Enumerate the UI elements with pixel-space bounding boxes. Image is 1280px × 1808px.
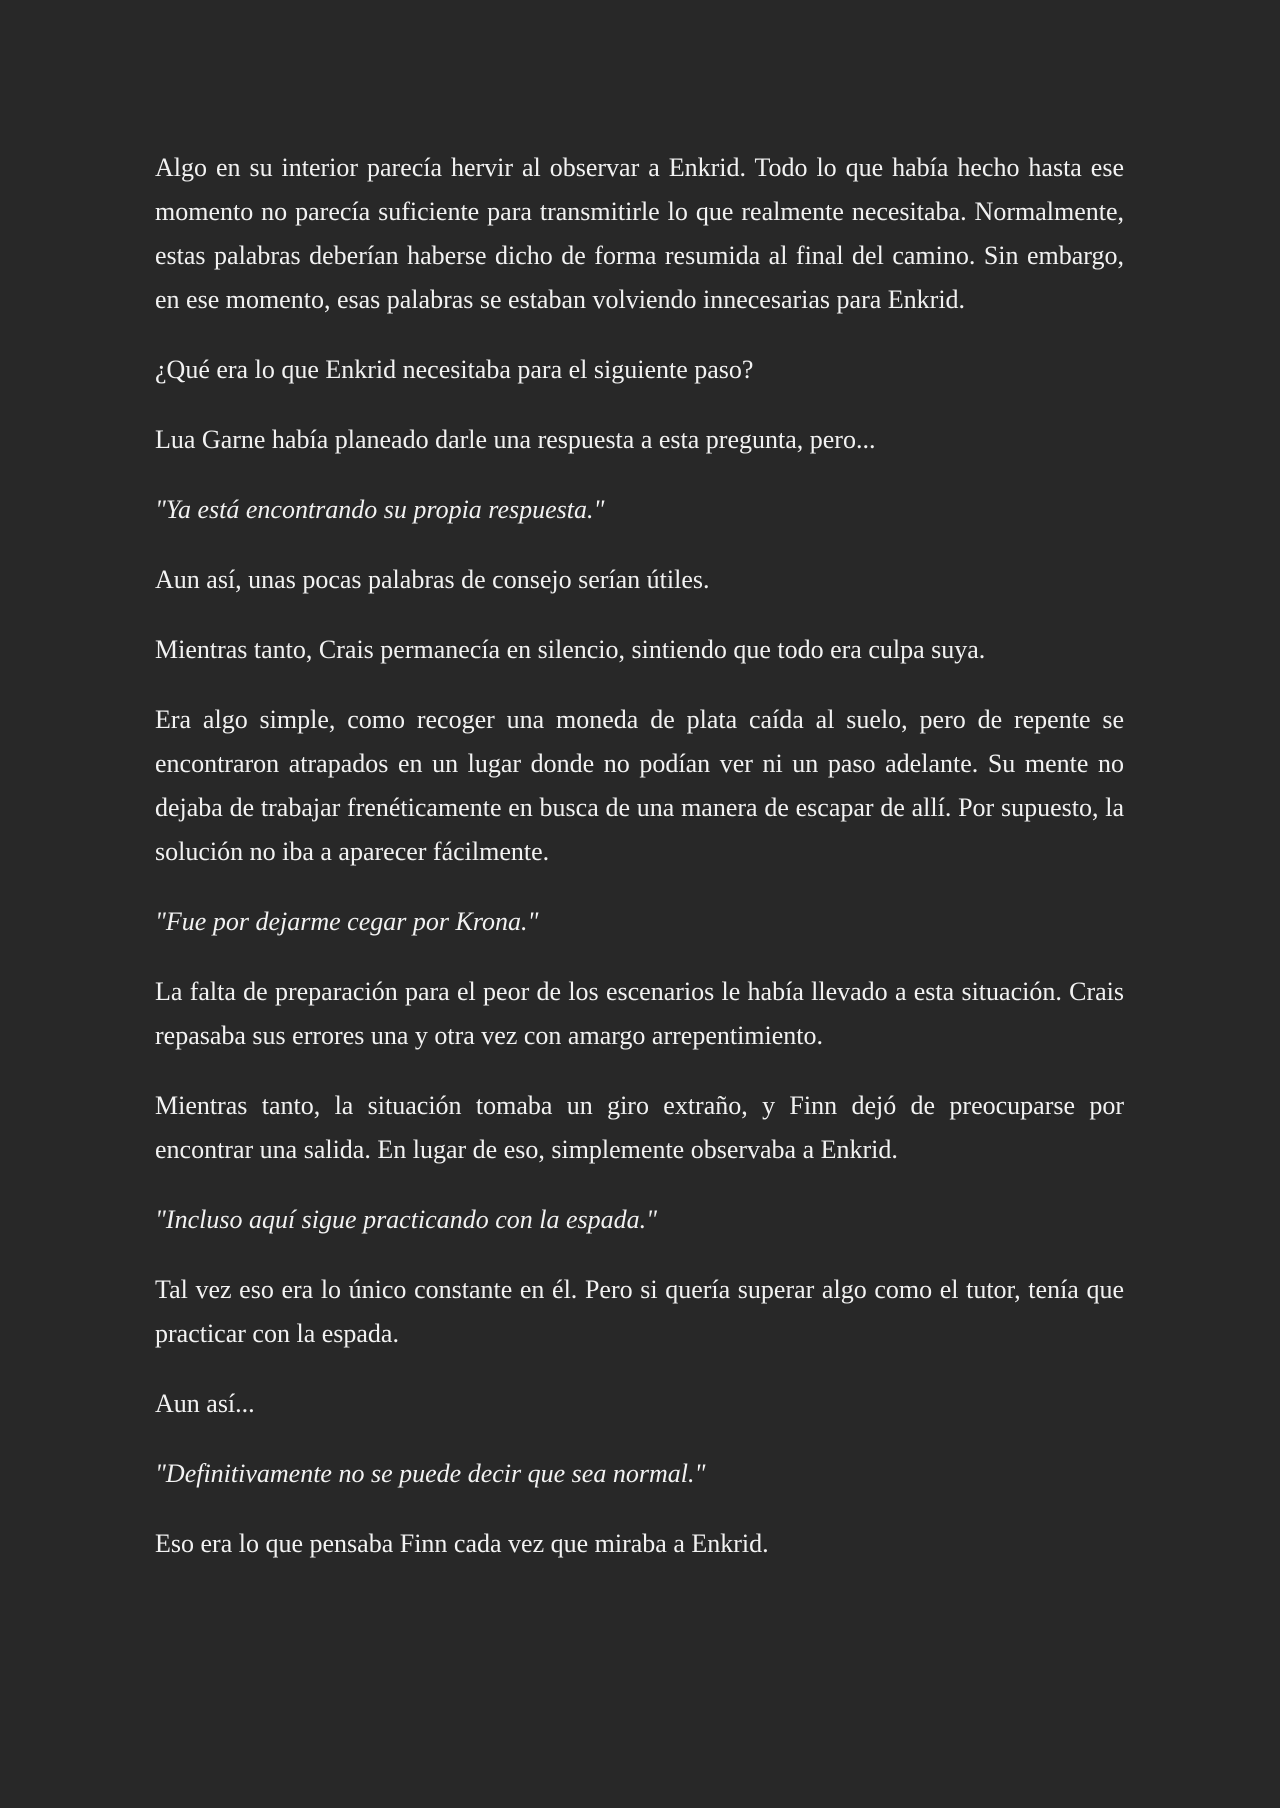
- paragraph: Eso era lo que pensaba Finn cada vez que miraba a Enkrid.: [155, 1529, 769, 1558]
- thought-paragraph: "Fue por dejarme cegar por Krona.": [155, 907, 539, 936]
- thought-paragraph: "Definitivamente no se puede decir que sea normal.": [155, 1459, 706, 1488]
- thought-paragraph: "Ya está encontrando su propia respuesta.": [155, 495, 605, 524]
- paragraph: Mientras tanto, Crais permanecía en silencio, sintiendo que todo era culpa suya.: [155, 635, 986, 664]
- thought-paragraph: "Incluso aquí sigue practicando con la espada.": [155, 1205, 658, 1234]
- paragraph: Mientras tanto, la situación tomaba un giro extraño, y Finn dejó de preocuparse por encontrar una salida. En lugar de eso, simplemente observaba a Enkrid.: [155, 1091, 1124, 1164]
- paragraph: Era algo simple, como recoger una moneda de plata caída al suelo, pero de repente se encontraron atrapados en un lugar donde no podían ver ni un paso adelante. Su mente no dejaba de trabajar frenéticamente en busca de una manera de escapar de allí. Por supuesto, la solución no iba a aparecer fácilmente.: [155, 705, 1124, 866]
- paragraph: La falta de preparación para el peor de los escenarios le había llevado a esta situación. Crais repasaba sus errores una y otra vez con amargo arrepentimiento.: [155, 977, 1124, 1050]
- paragraph: Lua Garne había planeado darle una respuesta a esta pregunta, pero...: [155, 425, 876, 454]
- paragraph: Tal vez eso era lo único constante en él. Pero si quería superar algo como el tutor, tenía que practicar con la espada.: [155, 1275, 1124, 1348]
- paragraph: Aun así...: [155, 1389, 255, 1418]
- paragraph: Aun así, unas pocas palabras de consejo serían útiles.: [155, 565, 710, 594]
- paragraph: ¿Qué era lo que Enkrid necesitaba para el siguiente paso?: [155, 355, 754, 384]
- paragraph: Algo en su interior parecía hervir al observar a Enkrid. Todo lo que había hecho hasta ese momento no parecía suficiente para transmitirle lo que realmente necesitaba. Normalmente, estas palabras deberían haberse dicho de forma resumida al final del camino. Sin embargo, en ese momento, esas palabras se estaban volviendo innecesarias para Enkrid.: [155, 153, 1124, 314]
- chapter-text: [155, 146, 1124, 1566]
